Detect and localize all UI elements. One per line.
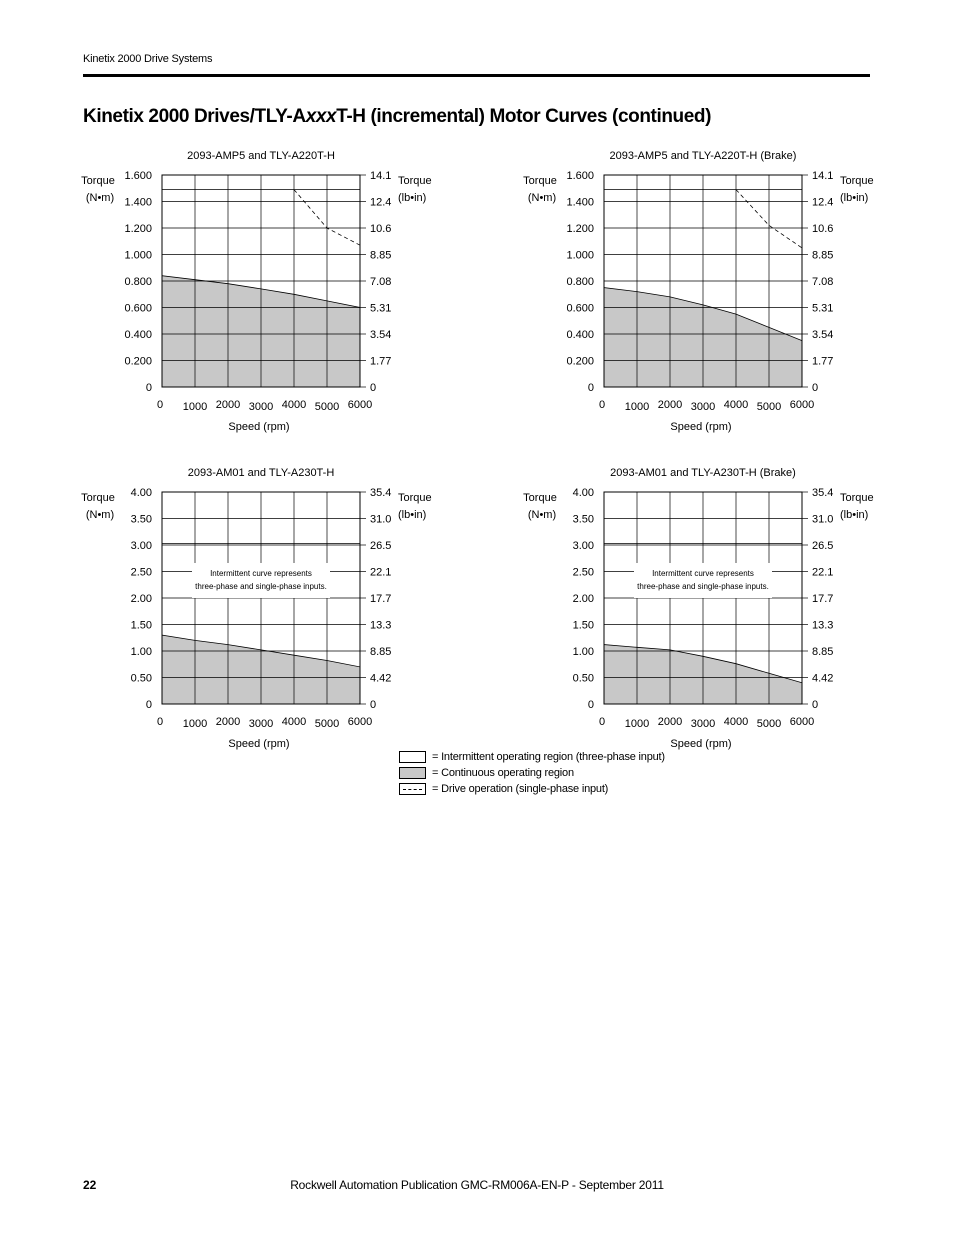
y-tick-label-left: 2.00 — [130, 593, 152, 605]
y-tick-label-right: 26.5 — [370, 540, 392, 552]
x-axis-label: Speed (rpm) — [228, 738, 290, 750]
x-tick-label: 3000 — [248, 401, 274, 413]
y-tick-label-left: 0 — [587, 699, 594, 711]
x-tick-label: 1000 — [182, 718, 208, 730]
legend-label: = Continuous operating region — [432, 767, 574, 779]
y-tick-label-left: 0.600 — [566, 302, 594, 315]
y-tick-label-right: 8.85 — [812, 249, 834, 262]
y-tick-label-right: 0 — [812, 382, 819, 394]
y-tick-label-left: 0 — [145, 382, 152, 394]
y-tick-label-left: 3.00 — [572, 540, 594, 552]
chart-svg — [80, 145, 510, 445]
legend-item-intermittent — [399, 749, 665, 765]
y-tick-label-right: 22.1 — [812, 566, 834, 579]
page-title-italic: xxx — [305, 106, 337, 127]
y-tick-label-right: 5.31 — [370, 302, 392, 315]
y-tick-label-left: 1.200 — [566, 223, 594, 235]
x-tick-label: 2000 — [215, 399, 241, 411]
y-tick-label-right: 12.4 — [370, 196, 392, 209]
y-tick-label-left: 0 — [587, 382, 594, 394]
y-axis-unit-right: (lb•in) — [398, 509, 427, 521]
x-tick-label: 1000 — [624, 401, 650, 413]
y-tick-label-right: 0 — [370, 699, 377, 711]
chart-amp5-a220t-brake — [522, 145, 952, 445]
x-tick-label: 1000 — [624, 718, 650, 730]
x-tick-label: 2000 — [657, 716, 683, 728]
y-axis-unit-right: (lb•in) — [398, 192, 427, 204]
footer-publication: Rockwell Automation Publication GMC-RM006A-EN-P - September 2011 — [290, 1178, 664, 1192]
y-tick-label-left: 1.400 — [124, 196, 152, 209]
y-tick-label-left: 0 — [145, 699, 152, 711]
y-tick-label-right: 13.3 — [370, 619, 392, 632]
x-tick-label: 0 — [598, 716, 606, 728]
y-axis-label-left: Torque — [523, 492, 557, 504]
y-tick-label-left: 0.800 — [566, 276, 594, 288]
legend-item-continuous — [399, 765, 665, 781]
y-axis-unit-left: (N•m) — [85, 509, 115, 521]
chart-am01-a230t — [80, 462, 510, 762]
y-tick-label-left: 1.00 — [130, 646, 152, 658]
y-tick-label-right: 17.7 — [812, 593, 834, 605]
chart-title: 2093-AM01 and TLY-A230T-H — [187, 467, 335, 479]
y-tick-label-right: 35.4 — [370, 487, 392, 499]
x-tick-label: 3000 — [690, 718, 716, 730]
x-tick-label: 4000 — [281, 399, 307, 411]
y-tick-label-left: 1.50 — [572, 619, 594, 632]
y-tick-label-left: 2.50 — [572, 566, 594, 579]
x-tick-label: 6000 — [347, 399, 373, 411]
y-tick-label-left: 3.50 — [130, 513, 152, 526]
y-tick-label-left: 1.600 — [566, 170, 594, 182]
y-tick-label-left: 0.800 — [124, 276, 152, 288]
legend-item-single-phase — [399, 781, 665, 797]
y-axis-label-right: Torque — [840, 175, 874, 187]
y-axis-label-right: Torque — [398, 492, 432, 504]
page-number: 22 — [83, 1178, 97, 1192]
y-tick-label-left: 1.000 — [124, 249, 152, 262]
x-tick-label: 6000 — [789, 716, 815, 728]
legend-swatch-dashed — [399, 783, 426, 795]
running-header: Kinetix 2000 Drive Systems — [83, 53, 213, 65]
x-tick-label: 5000 — [314, 401, 340, 413]
y-tick-label-right: 1.77 — [812, 355, 834, 368]
legend-label: = Intermittent operating region (three-phase input) — [432, 751, 665, 763]
x-tick-label: 4000 — [281, 716, 307, 728]
y-tick-label-right: 8.85 — [370, 249, 392, 262]
y-tick-label-right: 31.0 — [370, 513, 392, 526]
y-tick-label-left: 1.000 — [566, 249, 594, 262]
x-tick-label: 0 — [156, 716, 164, 728]
chart-svg — [522, 462, 952, 762]
y-tick-label-right: 14.1 — [812, 170, 834, 182]
page-title-prefix: Kinetix 2000 Drives/TLY-A — [83, 106, 306, 127]
chart-title: 2093-AMP5 and TLY-A220T-H — [187, 150, 335, 162]
header-rule — [83, 74, 870, 77]
page-title — [83, 106, 711, 128]
y-tick-label-right: 22.1 — [370, 566, 392, 579]
x-tick-label: 5000 — [756, 718, 782, 730]
y-tick-label-right: 4.42 — [370, 672, 392, 685]
y-axis-label-right: Torque — [840, 492, 874, 504]
y-tick-label-right: 3.54 — [812, 329, 834, 341]
y-tick-label-left: 1.00 — [572, 646, 594, 658]
y-axis-unit-left: (N•m) — [527, 192, 557, 204]
y-tick-label-left: 4.00 — [572, 487, 594, 499]
y-tick-label-right: 35.4 — [812, 487, 834, 499]
y-tick-label-left: 0.200 — [124, 355, 152, 368]
x-tick-label: 3000 — [248, 718, 274, 730]
x-tick-label: 1000 — [182, 401, 208, 413]
chart-title: 2093-AM01 and TLY-A230T-H (Brake) — [610, 467, 796, 479]
y-tick-label-right: 4.42 — [812, 672, 834, 685]
y-axis-label-left: Torque — [81, 492, 115, 504]
y-tick-label-right: 17.7 — [370, 593, 392, 605]
y-axis-unit-left: (N•m) — [85, 192, 115, 204]
x-tick-label: 4000 — [723, 716, 749, 728]
y-tick-label-left: 1.400 — [566, 196, 594, 209]
annotation-text: three-phase and single-phase inputs. — [195, 582, 327, 591]
y-tick-label-left: 1.600 — [124, 170, 152, 182]
y-tick-label-right: 13.3 — [812, 619, 834, 632]
y-tick-label-right: 14.1 — [370, 170, 392, 182]
y-tick-label-right: 0 — [812, 699, 819, 711]
x-tick-label: 0 — [156, 399, 164, 411]
y-tick-label-left: 1.200 — [124, 223, 152, 235]
page-title-suffix: T-H (incremental) Motor Curves (continued) — [336, 106, 712, 127]
chart-svg — [522, 145, 952, 445]
y-axis-unit-right: (lb•in) — [840, 192, 869, 204]
y-tick-label-right: 10.6 — [812, 223, 834, 235]
y-tick-label-right: 8.85 — [370, 646, 392, 658]
legend-swatch-white — [399, 751, 426, 763]
y-tick-label-right: 5.31 — [812, 302, 834, 315]
x-tick-label: 4000 — [723, 399, 749, 411]
x-axis-label: Speed (rpm) — [670, 738, 732, 750]
x-axis-label: Speed (rpm) — [670, 421, 732, 433]
y-tick-label-left: 0.50 — [572, 672, 594, 685]
legend-label: = Drive operation (single-phase input) — [432, 783, 609, 795]
y-tick-label-left: 1.50 — [130, 619, 152, 632]
chart-am01-a230t-brake — [522, 462, 952, 762]
x-tick-label: 2000 — [657, 399, 683, 411]
x-tick-label: 2000 — [215, 716, 241, 728]
y-tick-label-left: 0.400 — [566, 329, 594, 341]
y-axis-unit-right: (lb•in) — [840, 509, 869, 521]
y-tick-label-left: 4.00 — [130, 487, 152, 499]
x-tick-label: 6000 — [789, 399, 815, 411]
y-axis-label-left: Torque — [81, 175, 115, 187]
y-tick-label-left: 0.400 — [124, 329, 152, 341]
y-tick-label-left: 2.50 — [130, 566, 152, 579]
y-tick-label-right: 31.0 — [812, 513, 834, 526]
chart-amp5-a220t — [80, 145, 510, 445]
chart-svg — [80, 462, 510, 762]
y-tick-label-left: 2.00 — [572, 593, 594, 605]
y-tick-label-right: 12.4 — [812, 196, 834, 209]
y-tick-label-right: 26.5 — [812, 540, 834, 552]
y-tick-label-left: 3.00 — [130, 540, 152, 552]
y-axis-label-left: Torque — [523, 175, 557, 187]
y-tick-label-right: 8.85 — [812, 646, 834, 658]
y-tick-label-right: 3.54 — [370, 329, 392, 341]
x-axis-label: Speed (rpm) — [228, 421, 290, 433]
y-tick-label-left: 0.50 — [130, 672, 152, 685]
x-tick-label: 6000 — [347, 716, 373, 728]
y-tick-label-left: 3.50 — [572, 513, 594, 526]
y-tick-label-left: 0.200 — [566, 355, 594, 368]
x-tick-label: 5000 — [756, 401, 782, 413]
annotation-text: Intermittent curve represents — [652, 569, 754, 578]
y-tick-label-left: 0.600 — [124, 302, 152, 315]
legend — [399, 749, 665, 797]
y-axis-unit-left: (N•m) — [527, 509, 557, 521]
x-tick-label: 5000 — [314, 718, 340, 730]
y-tick-label-right: 0 — [370, 382, 377, 394]
annotation-text: Intermittent curve represents — [210, 569, 312, 578]
y-tick-label-right: 10.6 — [370, 223, 392, 235]
y-axis-label-right: Torque — [398, 175, 432, 187]
legend-swatch-gray — [399, 767, 426, 779]
chart-title: 2093-AMP5 and TLY-A220T-H (Brake) — [609, 150, 797, 162]
x-tick-label: 0 — [598, 399, 606, 411]
y-tick-label-right: 7.08 — [370, 276, 392, 288]
x-tick-label: 3000 — [690, 401, 716, 413]
annotation-text: three-phase and single-phase inputs. — [637, 582, 769, 591]
y-tick-label-right: 7.08 — [812, 276, 834, 288]
y-tick-label-right: 1.77 — [370, 355, 392, 368]
